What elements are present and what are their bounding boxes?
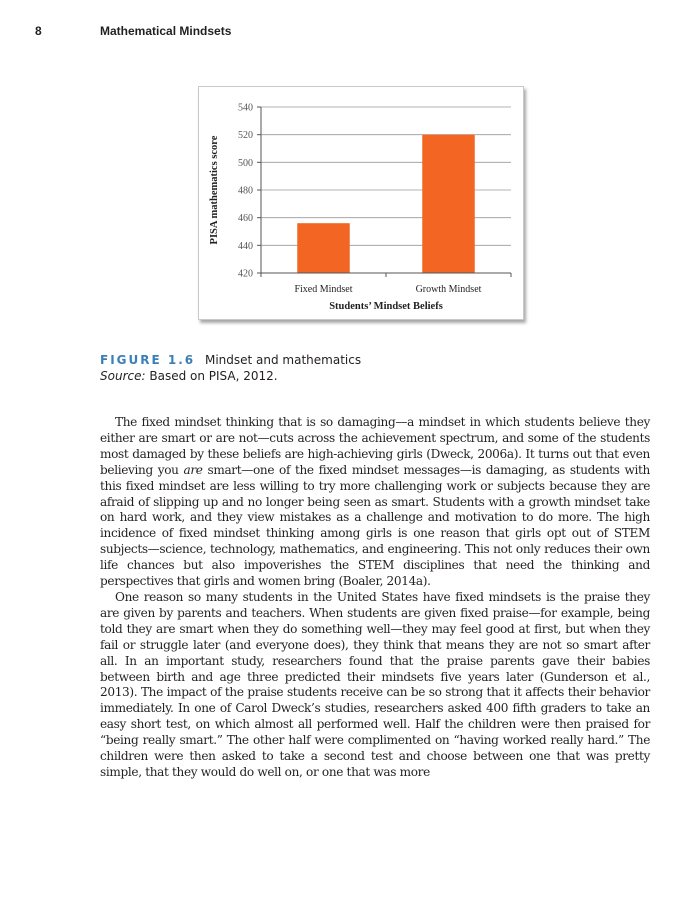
paragraph-1-emphasis: are — [183, 462, 203, 477]
y-tick-label: 460 — [238, 213, 253, 225]
figure-source — [100, 368, 361, 384]
source-text: Based on PISA, 2012. — [149, 369, 278, 383]
bar-fixed-mindset — [297, 223, 350, 273]
y-tick-label: 480 — [238, 185, 253, 197]
paragraph-1 — [100, 415, 650, 590]
bar-chart — [199, 87, 523, 319]
y-tick-label: 440 — [238, 240, 253, 252]
source-label: Source: — [100, 369, 146, 383]
figure-title: Mindset and mathematics — [204, 353, 362, 367]
figure-label: FIGURE 1.6 — [100, 353, 196, 367]
page-header — [35, 24, 680, 44]
y-tick-label: 500 — [238, 157, 253, 169]
paragraph-2: One reason so many students in the United States have fixed mindsets is the praise they are given by parents and teachers. When students are given fixed praise—for example, being told they are smart when they do something well—they may feel good at first, but when they fail or struggle later (and everyone does), they think that means they are not so smart after all. In an important study, researchers found that the praise parents gave their babies between birth and age three predicted their mindsets five years later (Gunderson et al., 2013). The impact of the praise students receive can be so strong that it affects their behavior immediately. In one of Carol Dweck’s studies, researchers asked 400 fifth graders to take an easy short test, on which almost all performed well. Half the children were then praised for “being really smart.” The other half were complimented on “having worked really hard.” The children were then asked to take a second test and choose between one that was pretty simple, that they would do well on, or one that was more — [100, 589, 650, 779]
paragraph-1-part-a: The fixed mindset thinking that is so damaging—a mindset in which students believe they either are smart or are not—cuts across the achievement spectrum, and some of the students most damaged by these beliefs are high-achieving girls (Dweck, 2006a). It turns out that even believing you — [100, 415, 650, 477]
bar-growth-mindset — [422, 135, 475, 273]
paragraph-1-part-b: smart—one of the fixed mindset messages—is damaging, as students with this fixed mindset are less willing to try more challenging work or subjects because they are afraid of slipping up and no longer being seen as smart. Students with a growth mindset take on hard work, and they view mistakes as a challenge and motivation to do more. The high incidence of fixed mindset thinking among girls is one reason that girls opt out of STEM subjects—science, technology, mathematics, and engineering. This not only reduces their own life chances but also impoverishes the STEM disciplines that need the thinking and perspectives that girls and women bring (Boaler, 2014a). — [100, 462, 650, 589]
y-tick-label: 520 — [238, 130, 253, 142]
running-head: Mathematical Mindsets — [100, 24, 232, 38]
body-text — [100, 415, 650, 781]
x-axis-title: Students’ Mindset Beliefs — [329, 301, 443, 312]
y-tick-label: 540 — [238, 102, 253, 114]
y-tick-label: 420 — [238, 268, 253, 280]
figure-chart-frame — [198, 86, 524, 320]
x-tick-label: Fixed Mindset — [294, 284, 353, 295]
figure-caption-line — [100, 352, 361, 368]
page-number: 8 — [35, 24, 42, 38]
figure-caption — [100, 352, 361, 384]
y-axis-title: PISA mathematics score — [209, 135, 220, 245]
x-tick-label: Growth Mindset — [415, 284, 482, 295]
